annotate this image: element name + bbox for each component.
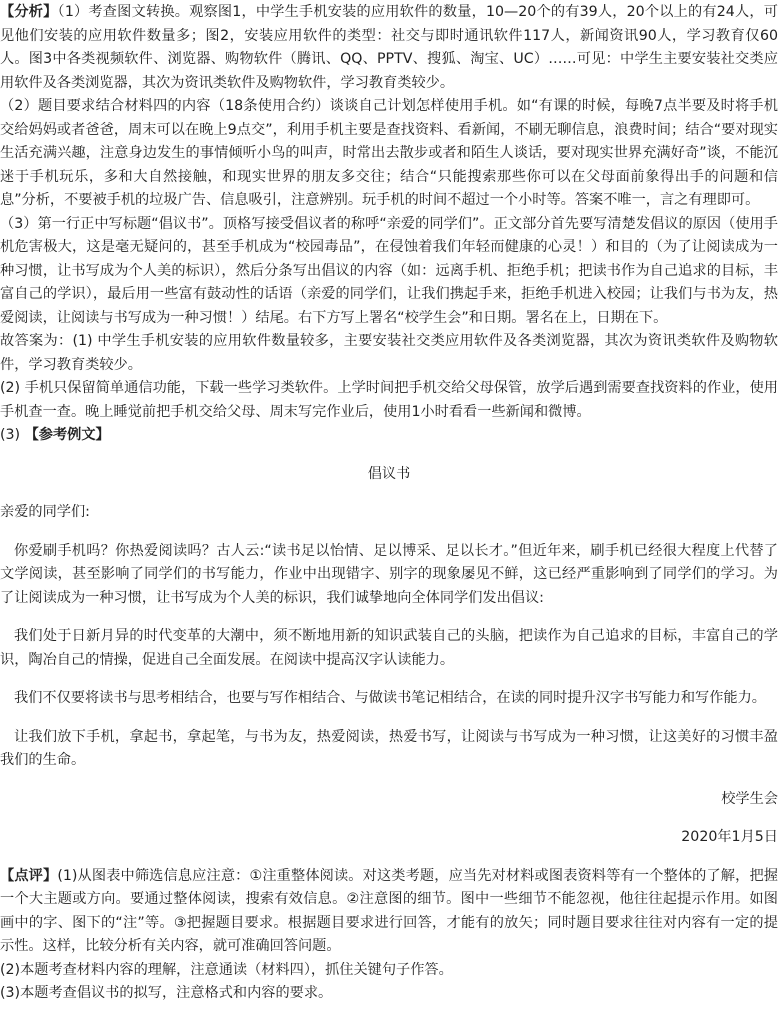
answer-part-1: 故答案为：(1) 中学生手机安装的应用软件数量较多，主要安装社交类应用软件及各类浏览器，其次为资讯类软件及购物软件，学习教育类较少。	[0, 333, 778, 373]
comment-text-1: (1)从图表中筛选信息应注意：①注重整体阅读。对这类考题，应当先对材料或图表资料等有一个整体的了解，把握一个大主题或方向。要通过整体阅读，搜索有效信息。②注意图的细节。图中一些细节不能忽视，他往往起提示作用。如图画中的字、图下的“注”等。③把握题目要求。根据题目要求进行回答，才能有的放矢；同时题目要求往往对内容有一定的提示性。这样，比较分析有关内容，就可准确回答问题。	[0, 867, 778, 954]
answer-part-2: (2) 手机只保留简单通信功能，下载一些学习类软件。上学时间把手机交给父母保管，放学后遇到需要查找资料的作业，使用手机查一查。晚上睡觉前把手机交给父母、周末写完作业后，使用1小时看看一些新闻和微博。	[0, 380, 778, 420]
essay-paragraph-2: 我们处于日新月异的时代变革的大潮中，须不断地用新的知识武装自己的头脑，把读作为自己追求的目标，丰富自己的学识，陶冶自己的情操，促进自己全面发展。在阅读中提高汉字认读能力。	[0, 628, 778, 668]
essay-paragraph-3: 我们不仅要将读书与思考相结合，也要与写作相结合、与做读书笔记相结合，在读的同时提升汉字书写能力和写作能力。	[14, 690, 766, 706]
essay-salutation: 亲爱的同学们:	[0, 504, 90, 520]
reference-essay-label: 【参考例文】	[24, 427, 110, 443]
essay-date: 2020年1月5日	[681, 829, 778, 845]
comment-part-2: (2)本题考查材料内容的理解，注意通读（材料四），抓住关键句子作答。	[0, 961, 453, 978]
analysis-text-1: （1）考查图文转换。观察图1，中学生手机安装的应用软件的数量，10—20个的有39人，20个以上的有24人，可见他们安装的应用软件数量多；图2，安装应用软件的类型：社交与即时通讯软件117人，新闻资讯90人，学习教育仅60人。图3中各类视频软件、浏览器、购物软件（腾讯、QQ、PPTV、搜狐、淘宝、UC）……可见：中学生主要安装社交类应用软件及各类浏览器，其次为资讯类软件及购物软件，学习教育类较少。	[0, 4, 778, 91]
essay-signature: 校学生会	[721, 790, 778, 807]
answer-part-3-prefix: (3)	[0, 427, 25, 443]
analysis-label: 【分析】	[0, 4, 58, 20]
comment-part-1	[0, 865, 778, 959]
comment-part-3: (3)本题考查倡议书的拟写，注意格式和内容的要求。	[0, 985, 333, 1001]
essay-paragraph-1: 你爱刷手机吗？你热爱阅读吗？古人云:“读书足以怡情、足以博采、足以长才。”但近年来，刷手机已经很大程度上代替了文学阅读，甚至影响了同学们的书写能力，作业中出现错字、别字的现象屡见不鲜，这已经严重影响到了同学们的学习。为了让阅读成为一种习惯，让书写成为个人美的标识，我们诚挚地向全体同学们发出倡议:	[0, 542, 778, 606]
analysis-part-3: （3）第一行正中写标题“倡议书”。顶格写接受倡议者的称呼“亲爱的同学们”。正文部分首先要写清楚发倡议的原因（使用手机危害极大，这是毫无疑问的，甚至手机成为“校园毒品”，在侵蚀着我们年轻而健康的心灵！）和目的（为了让阅读成为一种习惯，让书写成为个人美的标识），然后分条写出倡议的内容（如：远离手机、拒绝手机；把读书作为自己追求的目标，丰富自己的学识），最后用一些富有鼓动性的话语（亲爱的同学们，让我们携起手来，拒绝手机进入校园；让我们与书为友，热爱阅读，让阅读与书写成为一种习惯！）结尾。右下方写上署名“校学生会”和日期。署名在上，日期在下。	[0, 215, 778, 326]
essay-title: 倡议书	[367, 465, 411, 482]
solution-document	[0, 1, 778, 1006]
analysis-part-2: （2）题目要求结合材料四的内容（18条使用合约）谈谈自己计划怎样使用手机。如“有课的时候，每晚7点半要及时将手机交给妈妈或者爸爸，周末可以在晚上9点交”，利用手机主要是查找资料、看新闻，不刷无聊信息，浪费时间；结合“要对现实生活充满兴趣，注意身边发生的事情倾听小鸟的叫声，时常出去散步或者和陌生人谈话，要对现实世界充满好奇”谈，不能沉迷于手机玩乐，多和大自然接触，和现实世界的朋友多交往；结合“只能搜索那些你可以在父母面前象得出手的问题和信息”分析，不要被手机的垃圾广告、信息吸引，注意辨别。玩手机的时间不超过一个小时等。答案不唯一，言之有理即可。	[0, 98, 778, 208]
essay-paragraph-4: 让我们放下手机，拿起书，拿起笔，与书为友，热爱阅读，热爱书写，让阅读与书写成为一种习惯，让这美好的习惯丰盈我们的生命。	[0, 728, 778, 768]
comment-label: 【点评】	[0, 867, 58, 884]
analysis-part-1	[0, 1, 778, 95]
answer-part-3	[0, 424, 778, 448]
